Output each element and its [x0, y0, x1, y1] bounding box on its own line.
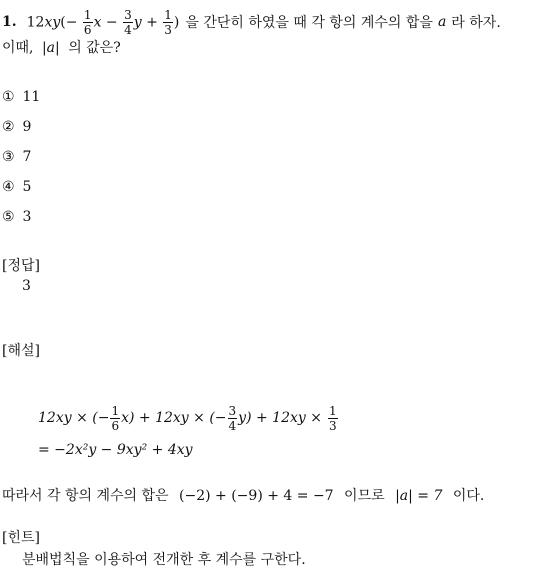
hint-text: 분배법칙을 이용하여 전개한 후 계수를 구한다. [22, 552, 306, 568]
question-expression: 12xy(− $\frac{1}{6}$ x − $\frac{3}{4}$ y + $\frac{1}{3}$ ) [26, 7, 180, 37]
answer-value: 3 [22, 278, 31, 294]
explanation-heading: [해설] [2, 343, 40, 359]
hint-heading: [힌트] [2, 530, 40, 546]
fraction-1-6: $\frac{1}{6}$ [83, 7, 92, 37]
conclusion-math: (−2) + (−9) + 4 = −7 [179, 488, 334, 504]
choice-3[interactable]: ③ 7 [2, 149, 32, 165]
explanation-conclusion: 따라서 각 항의 계수의 합은 (−2) + (−9) + 4 = −7 이므로 |a| = 7 이다. [2, 488, 485, 504]
choice-4[interactable]: ④ 5 [2, 179, 32, 195]
choice-1[interactable]: ① 11 [2, 89, 41, 105]
explanation-equation-2: = −2x²y − 9xy² + 4xy [38, 442, 193, 458]
question-number: 1. [2, 14, 17, 30]
question-text-end: 라 하자. [451, 15, 501, 31]
fraction-3-4: $\frac{3}{4}$ [124, 7, 132, 37]
question-text: 을 간단히 하였을 때 각 항의 계수의 합을 [185, 15, 433, 31]
question-line-2: 이때, |a| 의 값은? [2, 40, 121, 56]
fraction-3-4-expl: $\frac{3}{4}$ [228, 403, 237, 433]
choice-2[interactable]: ② 9 [2, 119, 32, 135]
fraction-1-6-expl: $\frac{1}{6}$ [111, 403, 120, 433]
question-line-1 [2, 2, 501, 42]
abs-a: |a| [41, 40, 60, 56]
choice-5[interactable]: ⑤ 3 [2, 209, 32, 225]
variable-a: a [437, 14, 447, 30]
explanation-equation-1: 12xy × (− $\frac{1}{6}$ x) + 12xy × (− $\frac{3}{4}$ y) + 12xy × $\frac{1}{3}$ [38, 403, 337, 433]
fraction-1-3: $\frac{1}{3}$ [164, 7, 172, 37]
fraction-1-3-expl: $\frac{1}{3}$ [328, 403, 337, 433]
conclusion-abs: |a| = 7 [395, 488, 443, 504]
answer-heading: [정답] [2, 258, 40, 274]
